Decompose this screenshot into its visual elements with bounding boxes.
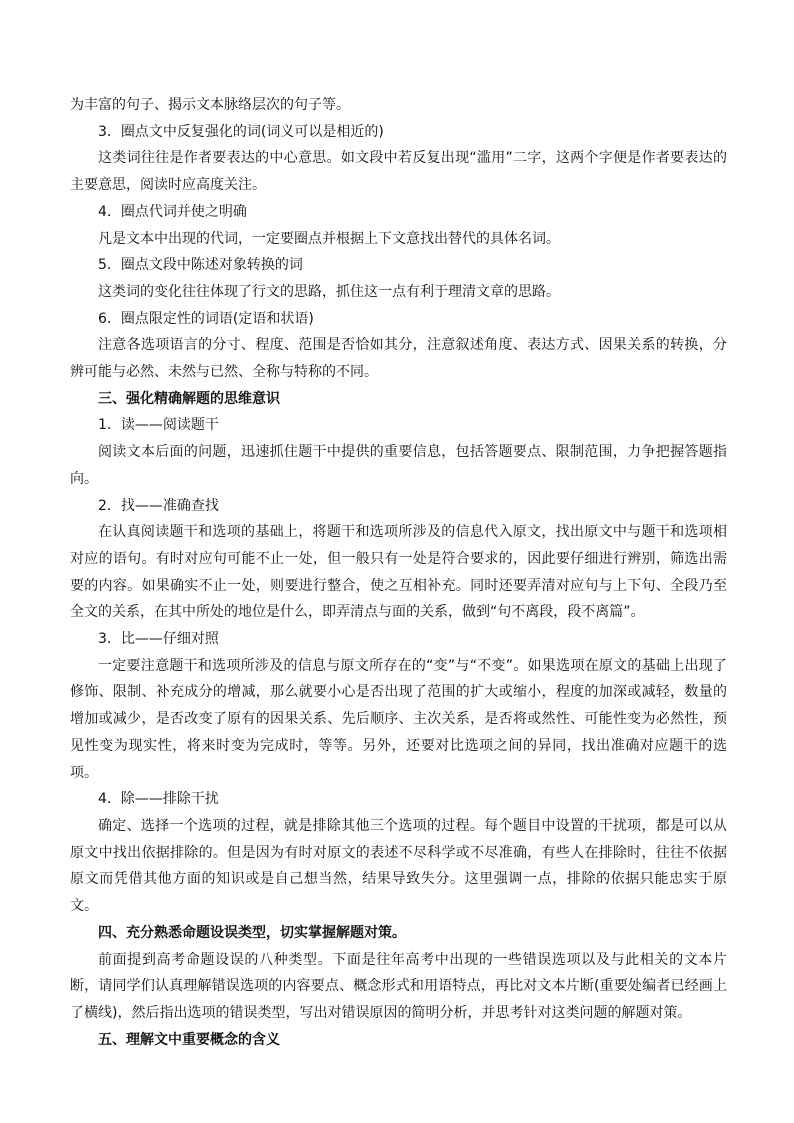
paragraph: 一定要注意题干和选项所涉及的信息与原文所存在的“变”与“不变”。如果选项在原文的基础上出现了修饰、限制、补充成分的增减，那么就要小心是否出现了范围的扩大或缩小，程度的加深或减轻，数量的增加或减少，是否改变了原有的因果关系、先后顺序、主次关系，是否将或然性、可能性变为必然性，预见性变为现实性，将来时变为完成时，等等。另外，还要对比选项之间的异同，找出准确对应题干的选项。 — [70, 657, 727, 781]
paragraph: 阅读文本后面的问题，迅速抓住题干中提供的重要信息，包括答题要点、限制范围，力争把握答题指向。 — [70, 444, 727, 487]
paragraph: 前面提到高考命题设误的八种类型。下面是往年高考中出现的一些错误选项以及与此相关的文本片断，请同学们认真理解错误选项的内容要点、概念形式和用语特点，再比对文本片断(重要处编者已经画上了横线)，然后指出选项的错误类型，写出对错误原因的简明分析，并思考针对这类问题的解题对策。 — [70, 951, 727, 1021]
section-heading: 四、充分熟悉命题设误类型，切实掌握解题对策。 — [98, 924, 406, 941]
paragraph: 确定、选择一个选项的过程，就是排除其他三个选项的过程。每个题目中设置的干扰项，都是可以从原文中找出依据排除的。但是因为有时对原文的表述不尽科学或不尽准确，有些人在排除时，往往不依据原文而凭借其他方面的知识或是自己想当然，结果导致失分。这里强调一点，排除的依据只能忠实于原文。 — [70, 817, 727, 915]
list-heading: 3．比——仔细对照 — [98, 631, 219, 648]
paragraph: 在认真阅读题干和选项的基础上，将题干和选项所涉及的信息代入原文，找出原文中与题干和选项相对应的语句。有时对应句可能不止一处，但一般只有一处是符合要求的，因此要仔细进行辨别，筛选出需要的内容。如果确实不止一处，则要进行整合，使之互相补充。同时还要弄清对应句与上下句、全段乃至全文的关系，在其中所处的地位是什么，即弄清点与面的关系，做到“句不离段，段不离篇”。 — [70, 524, 727, 621]
list-heading: 2．找——准确查找 — [98, 497, 219, 514]
paragraph: 凡是文本中出现的代词，一定要圈点并根据上下文意找出替代的具体名词。 — [98, 230, 560, 247]
list-heading: 4．除——排除干扰 — [98, 791, 219, 808]
section-heading: 三、强化精确解题的思维意识 — [98, 390, 280, 407]
paragraph: 注意各选项语言的分寸、程度、范围是否恰如其分，注意叙述角度、表达方式、因果关系的转换，分辨可能与必然、未然与已然、全称与特称的不同。 — [70, 337, 727, 381]
paragraph: 为丰富的句子、揭示文本脉络层次的句子等。 — [70, 97, 350, 113]
paragraph: 这类词往往是作者要表达的中心意思。如文段中若反复出现“滥用”二字，这两个字便是作者要表达的主要意思，阅读时应高度关注。 — [70, 150, 727, 194]
section-heading: 五、理解文中重要概念的含义 — [98, 1031, 280, 1048]
list-heading: 1．读——阅读题干 — [98, 417, 219, 434]
paragraph: 这类词的变化往往体现了行文的思路，抓住这一点有利于理清文章的思路。 — [98, 283, 560, 300]
list-heading: 4．圈点代词并使之明确 — [98, 203, 247, 220]
document-page — [70, 92, 727, 1053]
list-heading: 5．圈点文段中陈述对象转换的词 — [98, 257, 303, 274]
list-heading: 6．圈点限定性的词语(定语和状语) — [98, 310, 314, 327]
list-heading: 3．圈点文中反复强化的词(词义可以是相近的) — [98, 123, 384, 140]
